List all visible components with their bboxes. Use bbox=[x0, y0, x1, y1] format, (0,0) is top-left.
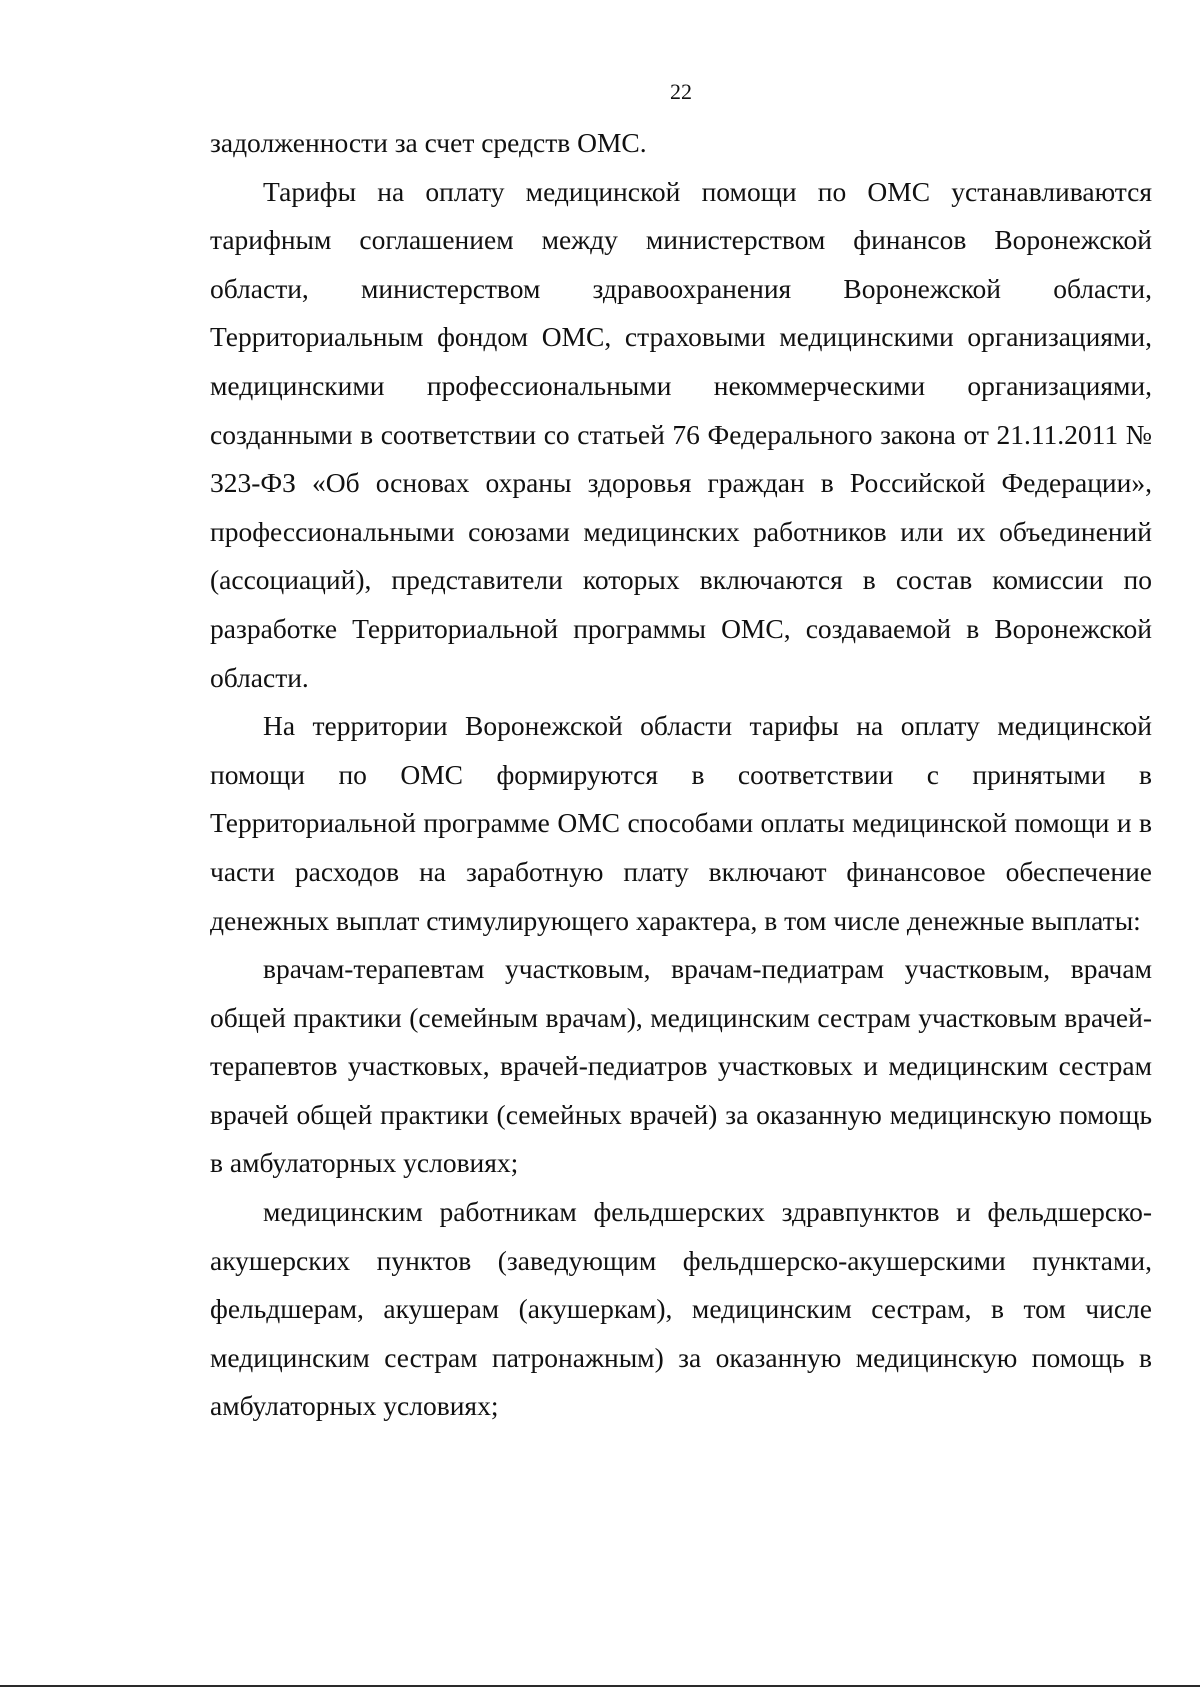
document-body bbox=[210, 119, 1152, 1431]
paragraph-medical-workers: медицинским работникам фельдшерских здравпунктов и фельдшерско-акушерских пунктов (заведующим фельдшерско-акушерскими пунктами, фельдшерам, акушерам (акушеркам), медицинским сестрам, в том числе медицинским сестрам патронажным) за оказанную медицинскую помощь в амбулаторных условиях; bbox=[210, 1196, 1152, 1422]
page-number: 22 bbox=[670, 79, 692, 104]
paragraph-tariffs: Тарифы на оплату медицинской помощи по ОМС устанавливаются тарифным соглашением между министерством финансов Воронежской области, министерством здравоохранения Воронежской области, Территориальным фондом ОМС, страховыми медицинскими организациями, медицинскими профессиональными некоммерческими организациями, созданными в соответствии со статьей 76 Федерального закона от 21.11.2011 № 323-ФЗ «Об основах охраны здоровья граждан в Российской Федерации», профессиональными союзами медицинских работников или их объединений (ассоциаций), представители которых включаются в состав комиссии по разработке Территориальной программы ОМС, создаваемой в Воронежской области. bbox=[210, 175, 1152, 693]
bottom-rule bbox=[0, 1685, 1200, 1687]
paragraph-physicians: врачам-терапевтам участковым, врачам-педиатрам участковым, врачам общей практики (семейным врачам), медицинским сестрам участковым врачей-терапевтов участковых, врачей-педиатров участковых и медицинским сестрам врачей общей практики (семейных врачей) за оказанную медицинскую помощь в амбулаторных условиях; bbox=[210, 953, 1152, 1179]
paragraph-continuation: задолженности за счет средств ОМС. bbox=[210, 127, 647, 158]
paragraph-voronezh-tariffs: На территории Воронежской области тарифы на оплату медицинской помощи по ОМС формируются в соответствии с принятыми в Территориальной программе ОМС способами оплаты медицинской помощи и в части расходов на заработную плату включают финансовое обеспечение денежных выплат стимулирующего характера, в том числе денежные выплаты: bbox=[210, 710, 1152, 936]
